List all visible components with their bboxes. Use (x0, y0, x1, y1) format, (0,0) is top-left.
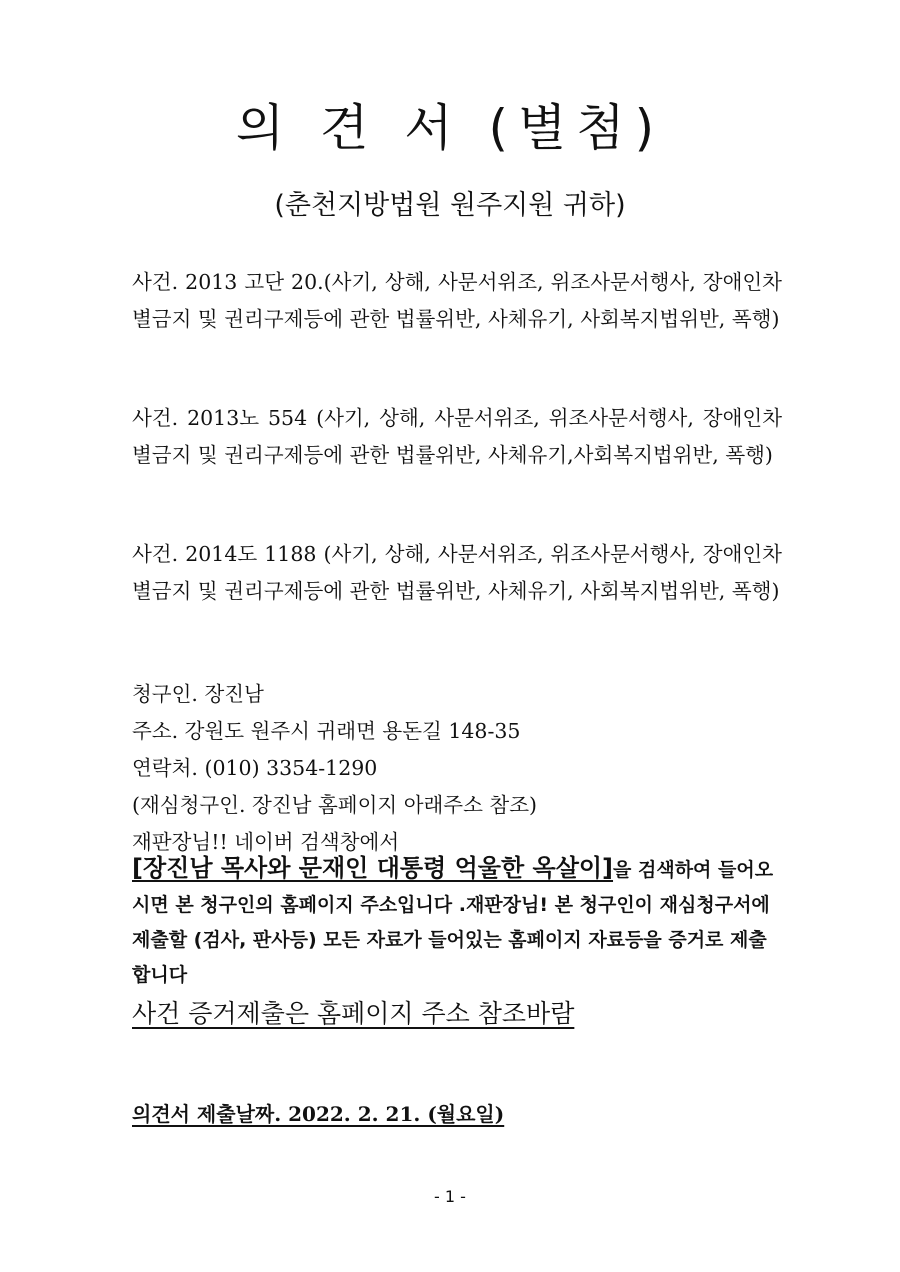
search-keyword: [장진남 목사와 문재인 대통령 억울한 옥살이] (132, 854, 614, 882)
judge-note: 재판장님!! 네이버 검색창에서 (132, 830, 400, 854)
claimant-contact: 연락처. (010) 3354-1290 (132, 756, 378, 780)
claimant-name: 청구인. 장진남 (132, 682, 264, 706)
case-entry-1: 사건. 2013 고단 20.(사기, 상해, 사문서위조, 위조사문서행사, 장애인차별금지 및 권리구제등에 관한 법률위반, 사체유기, 사회복지법위반, 폭행) (132, 270, 782, 331)
retrial-note: (재심청구인. 장진남 홈페이지 아래주소 참조) (132, 793, 538, 817)
page-number: - 1 - (434, 1187, 466, 1206)
submission-date: 의견서 제출날짜. 2022. 2. 21. (월요일) (132, 1102, 505, 1126)
case-entry-3: 사건. 2014도 1188 (사기, 상해, 사문서위조, 위조사문서행사, 장애인차별금지 및 권리구제등에 관한 법률위반, 사체유기, 사회복지법위반, 폭행) (132, 542, 782, 603)
claimant-info (132, 676, 782, 861)
document-title: 의 견 서 (별첨) (235, 99, 665, 157)
claimant-address: 주소. 강원도 원주시 귀래면 용돈길 148-35 (132, 719, 521, 743)
document-subtitle: (춘천지방법원 원주지원 귀하) (274, 190, 626, 221)
search-rest: 을 검색하여 들어오시면 본 청구인의 홈페이지 주소입니다 .재판장님! 본 청구인이 재심청구서에 제출할 (검사, 판사등) 모든 자료가 들어있는 홈페이지 자료등을 증거로 제출합니다 (132, 859, 774, 986)
evidence-note: 사건 증거제출은 홈페이지 주소 참조바람 (132, 999, 575, 1028)
search-instructions (132, 851, 782, 993)
case-entry-2: 사건. 2013노 554 (사기, 상해, 사문서위조, 위조사문서행사, 장애인차별금지 및 권리구제등에 관한 법률위반, 사체유기,사회복지법위반, 폭행) (132, 406, 782, 467)
